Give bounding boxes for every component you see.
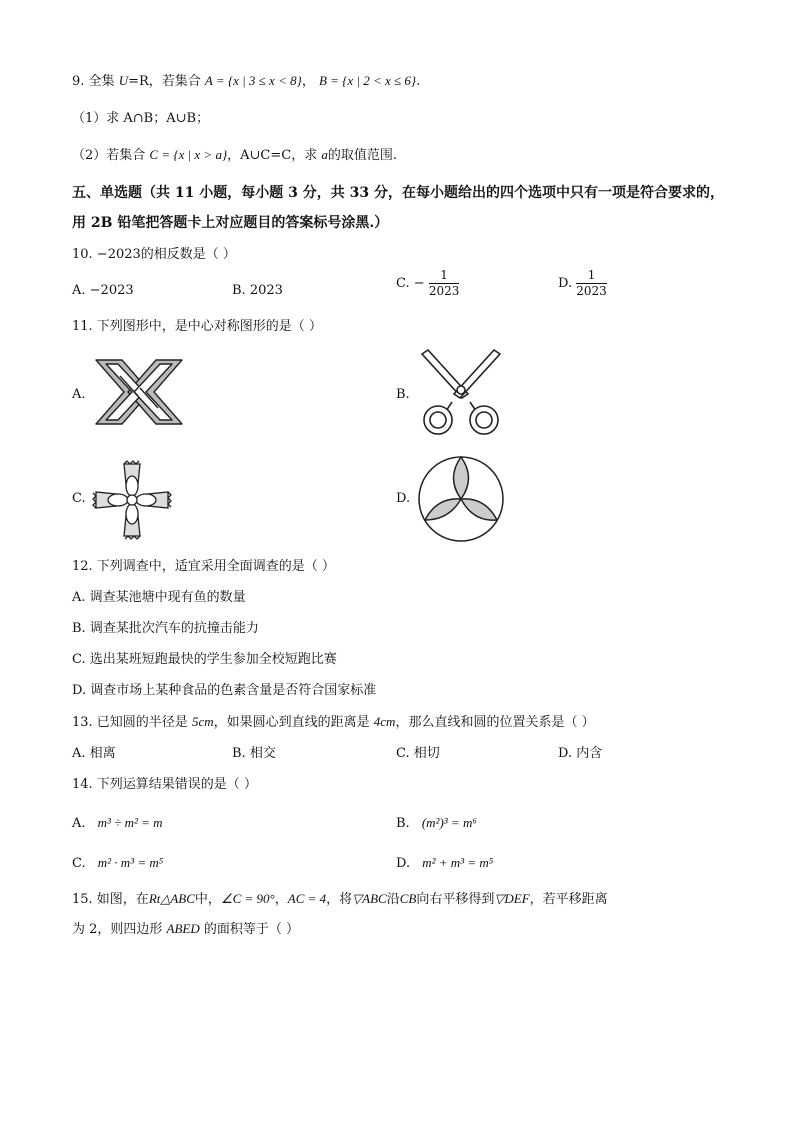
q14-d-label: D. — [396, 856, 411, 871]
q15-text: 为 2，则四边形 — [72, 922, 163, 937]
q11-option-d-label: D. — [396, 491, 411, 506]
q14-c-label: C. — [72, 856, 86, 871]
q11-stem: 11. 下列图形中，是中心对称图形的是（ ） — [72, 319, 322, 334]
q15-text: ， — [274, 892, 288, 907]
q10-d-fraction — [576, 268, 607, 299]
q9-text: . — [416, 74, 421, 89]
q14-b-expression: (m²)³ = m⁶ — [421, 815, 477, 830]
q15-text: 的面积等于（ ） — [203, 922, 300, 937]
q14-a-label: A. — [72, 816, 86, 831]
q15-text: 沿 — [386, 892, 400, 907]
q14-a-expression: m³ ÷ m² = m — [97, 815, 163, 830]
q11-option-b-label: B. — [396, 387, 410, 402]
q11-option-c-label: C. — [72, 491, 86, 506]
q9-stem — [72, 72, 420, 91]
q13-text: ，那么直线和圆的位置关系是（ ） — [395, 715, 595, 730]
q12-stem: 12. 下列调查中，适宜采用全面调查的是（ ） — [72, 559, 335, 574]
q15-text: 15. 如图，在 — [72, 892, 149, 907]
q9-text: 的取值范围. — [327, 148, 398, 163]
q15-text: 向右平移得到 — [416, 892, 495, 907]
q11-figure-a-interlocked-x — [92, 356, 186, 428]
q13-option-a: A. 相离 — [72, 746, 116, 761]
q13-text: 13. 已知圆的半径是 — [72, 715, 188, 730]
q9-set-c: C = {x | x > a} — [149, 147, 228, 162]
q9-text: ， — [301, 74, 315, 89]
numerator: 1 — [576, 268, 607, 284]
q9-text: （2）若集合 — [72, 148, 146, 163]
q10-option-c — [396, 268, 459, 299]
q13-option-b: B. 相交 — [232, 746, 276, 761]
q9-text: =R，若集合 — [128, 74, 201, 89]
q12-option-a: A. 调查某池塘中现有鱼的数量 — [72, 590, 246, 605]
q10-option-b: B. 2023 — [232, 283, 283, 298]
q9-universal-set: U — [118, 73, 129, 88]
q11-figure-c-gear-flower — [92, 460, 172, 540]
q10-stem: 10. −2023的相反数是（ ） — [72, 247, 236, 262]
q9-text: 9. 全集 — [72, 74, 115, 89]
q9-set-b: B = {x | 2 < x ≤ 6} — [318, 73, 417, 88]
q14-option-a — [72, 814, 163, 833]
q10-option-d — [558, 268, 607, 299]
q15-stem-line1 — [72, 890, 608, 909]
q11-option-a-label: A. — [72, 387, 86, 402]
q10-c-fraction — [429, 268, 460, 299]
q10-option-a: A. −2023 — [72, 283, 134, 298]
q13-option-c: C. 相切 — [396, 746, 440, 761]
q15-quadrilateral: ABED — [166, 921, 200, 936]
q9-text: ，A∪C=C，求 — [227, 148, 318, 163]
q15-segment-cb: CB — [399, 891, 417, 906]
q15-triangle: Rt△ABC — [148, 891, 195, 906]
q15-text: ，若平移距离 — [529, 892, 608, 907]
q12-option-b: B. 调查某批次汽车的抗撞击能力 — [72, 621, 259, 636]
denominator: 2023 — [428, 284, 460, 298]
q13-option-d: D. 内含 — [558, 746, 603, 761]
q13-stem — [72, 713, 595, 732]
section-5-title: 五、单选题（共 11 小题，每小题 3 分，共 33 分，在每小题给出的四个选项中只有一项是符合要求的，用 2B 铅笔把答题卡上对应题目的答案标号涂黑.） — [72, 185, 724, 231]
q15-stem-line2 — [72, 920, 299, 939]
q14-option-d — [396, 854, 493, 873]
q10-c-sign: − — [413, 276, 425, 291]
q15-text: 中， — [194, 892, 221, 907]
q15-triangle-abc: ▽ABC — [352, 891, 387, 906]
q12-option-c: C. 选出某班短跑最快的学生参加全校短跑比赛 — [72, 652, 337, 667]
q13-text: ，如果圆心到直线的距离是 — [213, 715, 370, 730]
q14-option-c — [72, 854, 163, 873]
q14-b-label: B. — [396, 816, 410, 831]
q12-option-d: D. 调查市场上某种食品的色素含量是否符合国家标准 — [72, 683, 377, 698]
q13-radius: 5cm — [191, 714, 214, 729]
q11-figure-d-circle-petals — [416, 454, 506, 544]
q10-d-label: D. — [558, 276, 573, 291]
denominator: 2023 — [576, 284, 607, 298]
q9-part2 — [72, 146, 397, 165]
q9-part1: （1）求 A∩B；A∪B； — [72, 111, 210, 126]
q11-figure-b-scissors — [416, 348, 506, 438]
q14-c-expression: m² · m³ = m⁵ — [97, 855, 164, 870]
q13-distance: 4cm — [373, 714, 396, 729]
q15-side-ac: AC = 4 — [287, 891, 327, 906]
q15-triangle-def: ▽DEF — [494, 891, 530, 906]
q9-param-a: a — [321, 147, 328, 162]
q14-d-expression: m² + m³ = m⁵ — [422, 855, 494, 870]
q14-option-b — [396, 814, 477, 833]
q9-set-a: A = {x | 3 ≤ x < 8} — [204, 73, 302, 88]
numerator: 1 — [429, 268, 460, 284]
q15-angle: ∠C = 90° — [220, 891, 275, 906]
q15-text: ，将 — [326, 892, 353, 907]
q14-stem: 14. 下列运算结果错误的是（ ） — [72, 777, 257, 792]
q10-c-label: C. — [396, 276, 410, 291]
